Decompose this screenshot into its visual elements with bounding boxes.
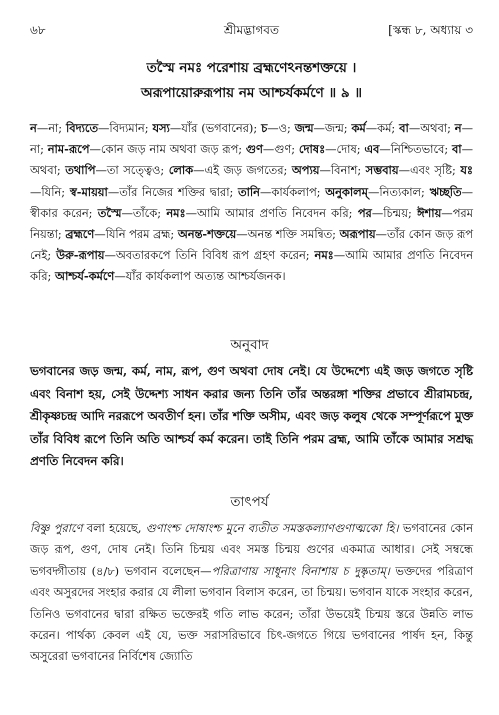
synonym-word: বা	[399, 121, 409, 135]
synonym-meaning: অথবা;	[30, 163, 66, 178]
purport-text	[30, 518, 473, 668]
verse-line-1: তস্মৈ নমঃ পরেশায় ব্রহ্মণেঽনন্তশক্তয়ে ।	[146, 60, 357, 76]
synonym-word: ঈশায়	[417, 205, 442, 220]
synonym-word: কর্ম	[351, 121, 366, 135]
synonym-meaning: গুণ;	[274, 142, 299, 157]
synonym-word: যস্য	[152, 121, 170, 135]
synonym-meaning: তাঁর কোন জড় রূপ নেই;	[30, 227, 473, 263]
chapter-reference: [স্কন্ধ ৮, অধ্যায় ৩	[388, 23, 473, 37]
synonym-meaning: তাঁর নিজের শক্তির দ্বারা;	[119, 184, 239, 199]
synonym-meaning: আমি আমার প্রণতি নিবেদন করি;	[30, 248, 473, 284]
page-number: ৬৮	[30, 23, 46, 37]
verse-line-2: অরূপায়োরুরূপায় নম আশ্চর্যকর্মণে ॥ ৯ ॥	[141, 85, 362, 101]
synonym-meaning: না;	[48, 121, 67, 135]
synonym-word: অপ্যয়	[291, 163, 320, 178]
synonym-meaning: অবতারকপে তিনি বিবিধ রূপ গ্রহণ করেন;	[115, 248, 315, 263]
synonym-word: লোক	[168, 163, 194, 178]
synonym-meaning: ও;	[278, 121, 295, 135]
page-header	[30, 22, 473, 42]
synonym-word: গুণ	[245, 142, 263, 157]
synonym-meaning: আমি আমার প্রণতি নিবেদন করি;	[196, 205, 358, 220]
synonym-meaning: বিদ্যমান;	[109, 121, 153, 135]
synonym-meaning: কোন জড় নাম অথবা জড় রূপ;	[100, 142, 246, 157]
synonym-meaning: যাঁর (ভগবানের);	[181, 121, 262, 135]
purport-heading: তাৎপর্য	[230, 494, 269, 510]
synonym-meaning: চিন্ময়;	[383, 205, 418, 220]
synonym-meaning: দোষ;	[336, 142, 365, 157]
synonym-word: অনন্ত-শক্তয়ে	[177, 227, 237, 242]
synonym-meaning: স্বীকার করেন;	[30, 205, 98, 220]
synonym-word: পর	[357, 205, 372, 220]
synonym-word: দোষঃ	[298, 142, 326, 157]
synonym-word: তানি	[238, 184, 260, 199]
synonym-word: ঋচ্ছতি	[429, 184, 462, 199]
synonym-meaning: এবং সৃষ্টি;	[409, 163, 461, 178]
synonym-word: যঃ	[460, 163, 473, 178]
synonym-word: নমঃ	[314, 248, 334, 263]
translation-heading: অনুবাদ	[230, 337, 269, 353]
sanskrit-verse	[30, 56, 473, 106]
word-synonyms: ন—না; বিদ্যতে—বিদ্যমান; যস্য—যাঁর (ভগবানের); চ—ও; জন্ম—জন্ম; কর্ম—কর্ম; বা—অথবা; ন—না; নাম-রূপে—কোন জড় নাম অথবা জড় রূপ; গুণ—গুণ; দোষঃ—দোষ; এব—নিশ্চিতভাবে; বা—অথবা; তথাপি—তা সত্ত্বেও; লোক—এই জড় জগতের; অপ্যয়—বিনাশ; সম্ভবায়—এবং সৃষ্টি; যঃ—যিনি; স্ব-মায়য়া—তাঁর নিজের শক্তির দ্বারা; তানি—কার্যকলাপ; অনুকালম্—নিত্যকাল; ঋচ্ছতি—স্বীকার করেন; তস্মৈ—তাঁকে; নমঃ—আমি আমার প্রণতি নিবেদন করি; পর—চিন্ময়; ঈশায়—পরম নিয়ন্তা; ব্রহ্মণে—যিনি পরম ব্রহ্ম; অনন্ত-শক্তয়ে—অনন্ত শক্তি সমন্বিত; অরূপায়—তাঁর কোন জড় রূপ নেই; উরু-রূপায়—অবতারকপে তিনি বিবিধ রূপ গ্রহণ করেন; নমঃ—আমি আমার প্রণতি নিবেদন করি; আশ্চর্য-কর্মণে—যাঁর কার্যকলাপ অত্যন্ত আশ্চর্যজনক।	[30, 121, 474, 284]
synonym-meaning: কর্ম;	[377, 121, 400, 135]
synonym-word: চ	[261, 121, 268, 135]
synonym-meaning: তাঁকে;	[132, 205, 167, 220]
synonym-word: বিদ্যতে	[66, 121, 99, 135]
synonym-word: এব	[364, 142, 380, 157]
synonym-meaning: যিনি পরম ব্রহ্ম;	[105, 227, 178, 242]
synonym-word: বা	[451, 142, 462, 157]
purport-text-part: ভগবানের কোন জড় রূপ, গুণ, দোষ নেই। তিনি চিন্ময় এবং সমস্ত চিন্ময় গুণের একমাত্র আধার। সেই সম্বন্ধে ভগবদ্গীতায় (৪/৮) ভগবান বলেছেন—	[30, 521, 473, 578]
purport-source-italic: বিষ্ণু পুরাণে	[30, 521, 83, 535]
synonym-meaning: বিনাশ;	[330, 163, 366, 178]
synonym-meaning: তা সত্ত্বেও;	[106, 163, 169, 178]
synonym-word: সম্ভবায়	[365, 163, 399, 178]
synonym-meaning: এই জড় জগতের;	[204, 163, 292, 178]
synonym-meaning: না;	[30, 142, 48, 157]
translation-text: ভগবানের জড় জন্ম, কর্ম, নাম, রূপ, গুণ অথবা দোষ নেই। যে উদ্দেশ্যে এই জড় জগতে সৃষ্টি এবং বিনাশ হয়, সেই উদ্দেশ্য সাধন করার জন্য তিনি তাঁর অন্তরঙ্গা শক্তির প্রভাবে শ্রীরামচন্দ্র, শ্রীকৃষ্ণচন্দ্র আদি নররূপে অবতীর্ণ হন। তাঁর শক্তি অসীম, এবং জড় কলুষ থেকে সম্পূর্ণরূপে মুক্ত তাঁর বিবিধ রূপে তিনি অতি আশ্চর্য কর্ম করেন। তাই তিনি পরম ব্রহ্ম, আমি তাঁকে আমার সশ্রদ্ধ প্রণতি নিবেদন করি।	[30, 364, 473, 469]
synonym-word: ন	[30, 121, 37, 135]
purport-text-part: ভক্তদের পরিত্রাণ এবং অসুরদের সংহার করার যে লীলা ভগবান বিলাস করেন, তা চিন্ময়। ভগবান যাকে সংহার করেন, তিনিও ভগবানের দ্বারা রক্ষিত ভক্তেরই গতি লাভ করেন; তাঁরা উভয়েই চিন্ময় স্তরে উন্নতি লাভ করেন। পার্থক্য কেবল এই যে, ভক্ত সরাসরিভাবে চিৎ-জগতে গিয়ে ভগবানের পার্ষদ হন, কিন্তু অসুরেরা ভগবানের নির্বিশেষ জ্যোতি	[30, 563, 473, 664]
synonym-word: নমঃ	[166, 205, 186, 220]
synonym-meaning: যিনি;	[41, 184, 70, 199]
synonym-meaning: জন্ম;	[324, 121, 352, 135]
synonym-meaning: পরম নিয়ন্তা;	[30, 205, 474, 242]
book-title: শ্রীমদ্ভাগবত	[223, 23, 279, 37]
synonym-word: উরু-রূপায়	[56, 248, 105, 263]
synonym-meaning: কার্যকলাপ;	[271, 184, 326, 199]
purport-quote-italic: গুণাংশ্চ দোষাংশ্চ মুনে ব্যতীত সমস্তকল্যাণগুণাত্মকো হি।	[145, 521, 399, 535]
synonym-word: জন্ম	[294, 121, 314, 135]
synonym-meaning: অথবা;	[420, 121, 455, 135]
synonym-word: তস্মৈ	[97, 205, 122, 220]
synonym-meaning: যাঁর কার্যকলাপ অত্যন্ত আশ্চর্যজনক।	[125, 269, 286, 284]
synonym-word: ন	[454, 121, 462, 135]
synonym-word: তথাপি	[65, 163, 96, 178]
synonym-word: ব্রহ্মণে	[65, 227, 95, 242]
synonym-word: নাম-রূপে	[47, 142, 90, 157]
synonym-word: স্ব-মায়য়া	[69, 184, 108, 199]
synonym-word: অনুকালম্	[325, 184, 368, 199]
synonym-meaning: অনন্ত শক্তি সমন্বিত;	[247, 227, 340, 242]
synonym-meaning: নিশ্চিতভাবে;	[390, 142, 452, 157]
gita-quote-italic: পরিত্রাণায় সাধূনাং বিনাশায় চ দুষ্কৃতাম্।	[211, 563, 390, 578]
synonym-word: অরূপায়	[339, 227, 376, 242]
synonym-meaning: নিত্যকাল;	[379, 184, 430, 199]
purport-text-part: বলা হয়েছে,	[82, 521, 146, 535]
synonym-word: আশ্চর্য-কর্মণে	[54, 269, 115, 284]
